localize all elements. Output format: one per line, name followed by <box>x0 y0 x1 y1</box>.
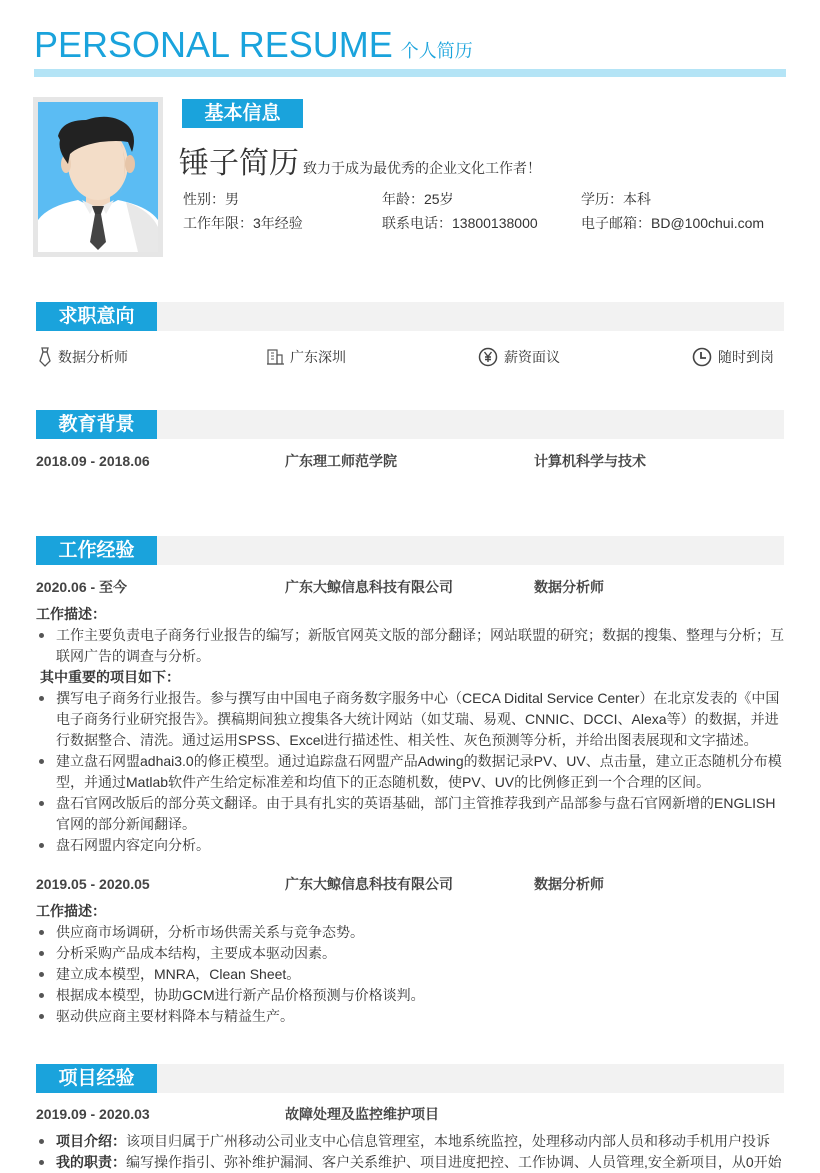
education-entry <box>36 451 784 471</box>
work-entry-header <box>36 577 784 597</box>
tie-icon <box>38 347 52 367</box>
list-item: 工作主要负责电子商务行业报告的编写；新版官网英文版的部分翻译；网站联盟的研究；数据的搜集、整理与分析；互联网广告的调查与分析。 <box>36 625 786 667</box>
work-desc-label: 工作描述： <box>36 606 106 622</box>
list-item: 建立盘石网盟adhai3.0的修正模型。通过追踪盘石网盟产品Adwing的数据记录PV、UV、点击量，建立正态随机分布模型，并通过Matlab软件产生给定标准差和均值下的正态随机数，使PV、UV的比例修正到一个合理的区间。 <box>36 751 786 793</box>
list-item: 根据成本模型，协助GCM进行新产品价格预测与价格谈判。 <box>36 985 786 1006</box>
avatar-illustration-icon <box>38 102 158 252</box>
intent-item-position <box>38 346 128 368</box>
section-label-basic-info: 基本信息 <box>182 99 303 128</box>
intent-list <box>36 346 784 368</box>
project-duty-label: 我的职责： <box>56 1154 126 1170</box>
candidate-name: 锤子简历 <box>179 147 299 180</box>
work-projects-label: 其中重要的项目如下： <box>40 669 180 685</box>
list-item: 供应商市场调研，分析市场供需关系与竞争态势。 <box>36 922 786 943</box>
field-experience: 工作年限：3年经验 <box>183 215 303 231</box>
work-role: 数据分析师 <box>534 876 604 892</box>
section-label-projects: 项目经验 <box>36 1064 157 1093</box>
basic-info-grid <box>183 190 793 232</box>
list-item: 建立成本模型，MNRA，Clean Sheet。 <box>36 964 786 985</box>
work-role: 数据分析师 <box>534 579 604 595</box>
section-header-projects <box>36 1064 784 1093</box>
project-duty-text: 编写操作指引、弥补维护漏洞、客户关系维护、项目进度把控、工作协调、人员管理,安全新项目，从0开始 <box>126 1154 782 1170</box>
work-projects-list <box>36 688 786 856</box>
intent-item-location <box>267 346 346 368</box>
section-label-intent: 求职意向 <box>36 302 157 331</box>
list-item: 盘石网盟内容定向分析。 <box>36 835 786 856</box>
field-education: 学历：本科 <box>581 191 651 207</box>
avatar <box>33 97 163 257</box>
intent-label: 数据分析师 <box>58 349 128 365</box>
title-cn: 个人简历 <box>400 41 473 61</box>
work-company: 广东大鲸信息科技有限公司 <box>285 876 453 892</box>
intent-item-salary <box>478 346 560 368</box>
project-intro-text: 该项目归属于广州移动公司业支中心信息管理室，本地系统监控，处理移动内部人员和移动手机用户投诉 <box>126 1133 770 1149</box>
list-item: 分析采购产品成本结构，主要成本驱动因素。 <box>36 943 786 964</box>
work-entry-header <box>36 874 784 894</box>
intent-item-availability <box>692 346 774 368</box>
project-name: 故障处理及监控维护项目 <box>285 1106 439 1122</box>
section-header-work <box>36 536 784 565</box>
field-gender: 性别：男 <box>183 191 239 207</box>
section-header-intent <box>36 302 784 331</box>
work-period: 2020.06 - 至今 <box>36 579 128 595</box>
list-item: 驱动供应商主要材料降本与精益生产。 <box>36 1006 786 1027</box>
field-age: 年龄：25岁 <box>382 191 454 207</box>
section-label-work: 工作经验 <box>36 536 157 565</box>
header-divider <box>34 69 786 77</box>
work-period: 2019.05 - 2020.05 <box>36 876 150 892</box>
intent-label: 随时到岗 <box>718 349 774 365</box>
project-entry-header <box>36 1104 784 1124</box>
resume-header <box>34 24 473 66</box>
list-item: 盘石官网改版后的部分英文翻译。由于具有扎实的英语基础，部门主管推荐我到产品部参与盘石官网新增的ENGLISH官网的部分新闻翻译。 <box>36 793 786 835</box>
list-item <box>36 1152 786 1173</box>
list-item: 撰写电子商务行业报告。参与撰写由中国电子商务数字服务中心（CECA Didital Service Center）在北京发表的《中国电子商务行业研究报告》。撰稿期间独立搜集各大统计网站（如艾瑞、易观、CNNIC、DCCI、Alexa等）的数据，并进行数据整合、清洗。通过运用SPSS、Excel进行描述性、相关性、灰色预测等分析，并给出图表展现和文字描述。 <box>36 688 786 751</box>
intent-label: 广东深圳 <box>290 349 346 365</box>
list-item <box>36 1131 786 1152</box>
section-label-education: 教育背景 <box>36 410 157 439</box>
education-major: 计算机科学与技术 <box>534 453 646 469</box>
education-school: 广东理工师范学院 <box>285 453 397 469</box>
work-desc-list <box>36 625 786 667</box>
building-icon <box>267 349 284 365</box>
candidate-motto: 致力于成为最优秀的企业文化工作者！ <box>303 160 541 176</box>
intent-label: 薪资面议 <box>504 349 560 365</box>
project-period: 2019.09 - 2020.03 <box>36 1106 150 1122</box>
title-en: PERSONAL RESUME <box>34 24 393 65</box>
clock-icon <box>692 347 712 367</box>
section-header-education <box>36 410 784 439</box>
project-detail-list <box>36 1131 786 1173</box>
project-intro-label: 项目介绍： <box>56 1133 126 1149</box>
work-desc-list <box>36 922 786 1027</box>
work-desc-label: 工作描述： <box>36 903 106 919</box>
yen-icon <box>478 347 498 367</box>
field-phone: 联系电话：13800138000 <box>382 215 538 231</box>
work-company: 广东大鲸信息科技有限公司 <box>285 579 453 595</box>
education-period: 2018.09 - 2018.06 <box>36 453 150 469</box>
field-email: 电子邮箱：BD@100chui.com <box>581 215 765 231</box>
